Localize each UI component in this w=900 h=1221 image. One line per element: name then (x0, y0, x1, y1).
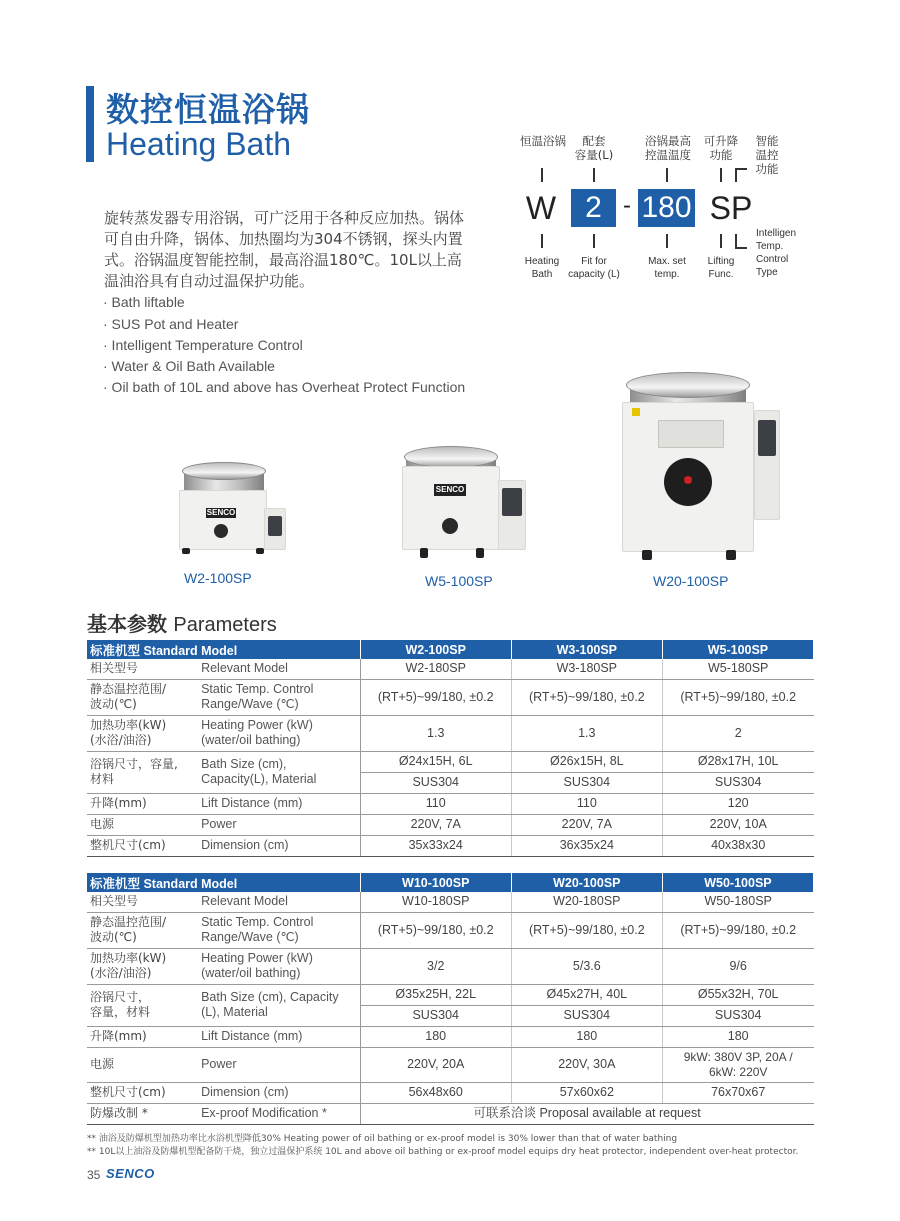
code-label-bottom: Intelligen Temp. Control Type (756, 228, 797, 278)
table-header-cell: W2-100SP (360, 640, 511, 659)
title-accent-bar (86, 86, 94, 162)
table-cell: 220V, 10A (662, 814, 813, 835)
product-name: W2-100SP (184, 570, 252, 586)
row-label-cn: 浴锅尺寸，容量, 材料 (87, 751, 198, 793)
table-cell: 3/2 (360, 948, 511, 984)
foot (256, 548, 264, 554)
table-cell: 36x35x24 (511, 835, 662, 856)
code-box-temp: 180 (638, 189, 695, 227)
code-tick (666, 168, 668, 182)
code-label-top: 智能 温控 功能 (755, 134, 779, 176)
code-tick (541, 168, 543, 182)
table-cell: 1.3 (360, 715, 511, 751)
row-label-en: Bath Size (cm), Capacity(L), Material (198, 751, 360, 793)
table-row (87, 948, 814, 984)
table-cell: W5-180SP (662, 659, 813, 679)
table-row (87, 835, 814, 856)
table-cell: SUS304 (360, 772, 511, 793)
product-image-w5 (398, 444, 538, 564)
page-title-en: Heating Bath (106, 126, 292, 162)
row-label-en: Ex-proof Modification * (198, 1103, 360, 1124)
table-cell: Ø28x17H, 10L (662, 751, 813, 772)
table-header-row (87, 640, 814, 659)
table-cell: SUS304 (360, 1005, 511, 1026)
control-panel (758, 420, 776, 456)
foot (726, 550, 736, 560)
params-table-2 (87, 873, 814, 1125)
description-line: 可自由升降，锅体、加热圈均为304不锈钢，探头内置 (104, 230, 463, 248)
code-tick (666, 234, 668, 248)
table-cell: 180 (662, 1026, 813, 1047)
control-panel (502, 488, 522, 516)
row-label-cn: 加热功率(kW) (水浴/油浴) (87, 948, 198, 984)
table-cell: SUS304 (662, 772, 813, 793)
table-cell: W2-180SP (360, 659, 511, 679)
row-label-cn: 浴锅尺寸， 容量，材料 (87, 984, 198, 1026)
table-cell: 220V, 20A (360, 1047, 511, 1082)
feature-item: · Intelligent Temperature Control (103, 337, 303, 353)
page-number: 35 (87, 1168, 101, 1182)
table-cell: 35x33x24 (360, 835, 511, 856)
table-row (87, 793, 814, 814)
footnote: ** 10L以上油浴及防爆机型配备防干烧，独立过温保护系统 10L and above oil bathing or ex-proof model equips dry heat protector, independent over-heat protector. (87, 1147, 799, 1157)
table-cell: Ø55x32H, 70L (662, 984, 813, 1005)
table-cell: (RT+5)~99/180, ±0.2 (662, 679, 813, 715)
table-row (87, 679, 814, 715)
pot-rim (626, 372, 750, 398)
info-plate (658, 420, 724, 448)
row-label-en: Bath Size (cm), Capacity (L), Material (198, 984, 360, 1026)
table-cell: 110 (511, 793, 662, 814)
row-label-cn: 相关型号 (87, 892, 198, 912)
table-row (87, 892, 814, 912)
code-tick (735, 234, 737, 248)
code-label-bottom: Fit for capacity (L) (568, 256, 620, 280)
row-label-en: Power (198, 814, 360, 835)
table-cell: Ø26x15H, 8L (511, 751, 662, 772)
row-label-cn: 相关型号 (87, 659, 198, 679)
row-label-cn: 升降(mm) (87, 1026, 198, 1047)
knob (214, 524, 228, 538)
brand-logo: SENCO (106, 1166, 155, 1181)
row-label-en: Lift Distance (mm) (198, 1026, 360, 1047)
feature-item: · SUS Pot and Heater (103, 316, 239, 332)
table-cell: (RT+5)~99/180, ±0.2 (511, 912, 662, 948)
params-section-title (87, 608, 277, 637)
feature-item: · Bath liftable (103, 294, 185, 310)
table-cell: 110 (360, 793, 511, 814)
warning-label (632, 408, 640, 416)
description-line: 式。浴锅温度智能控制，最高浴温180℃。10L以上高 (104, 251, 462, 269)
table-row (87, 1026, 814, 1047)
table-cell: 1.3 (511, 715, 662, 751)
row-label-cn: 升降(mm) (87, 793, 198, 814)
code-label-top: 恒温浴锅 (520, 134, 566, 148)
code-label-top: 浴锅最高 控温温度 (645, 134, 691, 162)
table-row (87, 1082, 814, 1103)
code-char-w: W (525, 190, 557, 226)
row-label-en: Dimension (cm) (198, 835, 360, 856)
code-tick (735, 168, 747, 170)
table-cell: (RT+5)~99/180, ±0.2 (511, 679, 662, 715)
table-row (87, 1103, 814, 1124)
code-tick (541, 234, 543, 248)
table-row (87, 715, 814, 751)
table-cell: Ø24x15H, 6L (360, 751, 511, 772)
table-cell: Ø45x27H, 40L (511, 984, 662, 1005)
foot (420, 548, 428, 558)
row-label-en: Relevant Model (198, 659, 360, 679)
code-label-top: 可升降 功能 (703, 134, 739, 162)
row-label-en: Dimension (cm) (198, 1082, 360, 1103)
foot (642, 550, 652, 560)
table-cell: 5/3.6 (511, 948, 662, 984)
machine-body (402, 466, 500, 550)
table-row (87, 912, 814, 948)
table-cell: (RT+5)~99/180, ±0.2 (360, 679, 511, 715)
product-name: W5-100SP (425, 573, 493, 589)
code-label-bottom: Lifting Func. (707, 256, 735, 280)
table-cell: 9kW: 380V 3P, 20A / 6kW: 220V (662, 1047, 813, 1082)
code-tick (720, 234, 722, 248)
knob (442, 518, 458, 534)
code-tick (593, 234, 595, 248)
page-title-cn: 数控恒温浴锅 (106, 90, 310, 129)
table-cell: W10-180SP (360, 892, 511, 912)
table-cell-span: 可联系洽谈 Proposal available at request (360, 1103, 813, 1124)
table-header-cell: 标准机型 Standard Model (87, 873, 360, 892)
table-header-cell: W50-100SP (662, 873, 813, 892)
pot-rim (404, 446, 498, 468)
table-cell: SUS304 (662, 1005, 813, 1026)
table-cell: 57x60x62 (511, 1082, 662, 1103)
table-cell: 180 (360, 1026, 511, 1047)
table-header-row (87, 873, 814, 892)
table-row (87, 1047, 814, 1082)
table-header-cell: W20-100SP (511, 873, 662, 892)
table-row (87, 751, 814, 772)
table-cell: (RT+5)~99/180, ±0.2 (662, 912, 813, 948)
row-label-en: Heating Power (kW) (water/oil bathing) (198, 948, 360, 984)
table-cell: 180 (511, 1026, 662, 1047)
params-title-cn: 基本参数 (87, 612, 167, 636)
table-cell: 2 (662, 715, 813, 751)
code-tick (593, 168, 595, 182)
row-label-cn: 整机尺寸(cm) (87, 1082, 198, 1103)
row-label-cn: 加热功率(kW) (水浴/油浴) (87, 715, 198, 751)
table-cell: 56x48x60 (360, 1082, 511, 1103)
code-tick (720, 168, 722, 182)
description-cn (104, 208, 474, 292)
pot-rim (182, 462, 266, 480)
control-panel (268, 516, 282, 536)
row-label-en: Relevant Model (198, 892, 360, 912)
table-cell: SUS304 (511, 1005, 662, 1026)
table-cell: 220V, 30A (511, 1047, 662, 1082)
table-header-cell: W10-100SP (360, 873, 511, 892)
code-tick (735, 247, 747, 249)
code-label-bottom: Max. set temp. (648, 256, 686, 280)
product-image-w2 (176, 460, 300, 560)
row-label-cn: 整机尺寸(cm) (87, 835, 198, 856)
code-label-top: 配套 容量(L) (574, 134, 614, 162)
code-box-capacity: 2 (571, 189, 616, 227)
code-tick (735, 168, 737, 182)
table-cell: SUS304 (511, 772, 662, 793)
code-dash: - (623, 192, 631, 219)
table-cell: W20-180SP (511, 892, 662, 912)
row-label-en: Power (198, 1047, 360, 1082)
row-label-cn: 电源 (87, 1047, 198, 1082)
table-cell: 220V, 7A (360, 814, 511, 835)
table-cell: 76x70x67 (662, 1082, 813, 1103)
table-cell: 40x38x30 (662, 835, 813, 856)
feature-item: · Oil bath of 10L and above has Overheat Protect Function (103, 379, 466, 395)
row-label-cn: 静态温控范围/ 波动(℃) (87, 679, 198, 715)
description-line: 旋转蒸发器专用浴锅，可广泛用于各种反应加热。锅体 (104, 209, 465, 227)
table-row (87, 984, 814, 1005)
logo-plate: SENCO (435, 485, 465, 494)
table-cell: 220V, 7A (511, 814, 662, 835)
feature-item: · Water & Oil Bath Available (103, 358, 275, 374)
row-label-en: Heating Power (kW) (water/oil bathing) (198, 715, 360, 751)
row-label-cn: 静态温控范围/ 波动(℃) (87, 912, 198, 948)
foot (476, 548, 484, 558)
table-cell: Ø35x25H, 22L (360, 984, 511, 1005)
row-label-en: Lift Distance (mm) (198, 793, 360, 814)
machine-body (179, 490, 267, 550)
product-name: W20-100SP (653, 573, 729, 589)
row-label-cn: 电源 (87, 814, 198, 835)
row-label-cn: 防爆改制 * (87, 1103, 198, 1124)
table-cell: 9/6 (662, 948, 813, 984)
footnote: ** 油浴及防爆机型加热功率比水浴机型降低30% Heating power of oil bathing or ex-proof model is 30% lower than that of water bathing (87, 1134, 678, 1144)
logo-plate: SENCO (206, 508, 236, 517)
row-label-en: Static Temp. Control Range/Wave (℃) (198, 679, 360, 715)
table-header-cell: W5-100SP (662, 640, 813, 659)
foot (182, 548, 190, 554)
table-row (87, 814, 814, 835)
code-char-sp: SP (709, 190, 753, 226)
table-cell: (RT+5)~99/180, ±0.2 (360, 912, 511, 948)
code-label-bottom: Heating Bath (524, 256, 560, 280)
params-table-1 (87, 640, 814, 857)
handle-center (684, 476, 692, 484)
table-header-cell: W3-100SP (511, 640, 662, 659)
table-cell: 120 (662, 793, 813, 814)
table-cell: W50-180SP (662, 892, 813, 912)
table-header-cell: 标准机型 Standard Model (87, 640, 360, 659)
params-title-en: Parameters (173, 614, 277, 636)
product-image-w20 (618, 370, 792, 562)
row-label-en: Static Temp. Control Range/Wave (℃) (198, 912, 360, 948)
description-line: 温油浴具有自动过温保护功能。 (104, 272, 315, 290)
table-cell: W3-180SP (511, 659, 662, 679)
table-row (87, 659, 814, 679)
